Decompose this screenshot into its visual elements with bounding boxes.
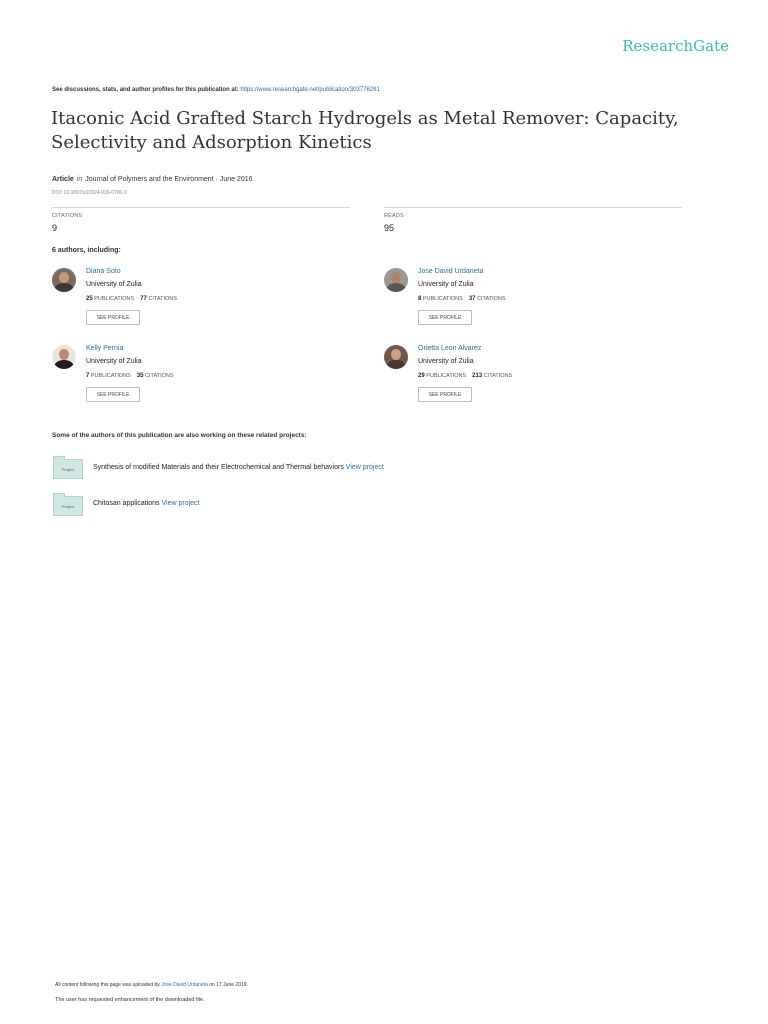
citations-label: CITATIONS bbox=[52, 213, 83, 219]
publications-label: PUBLICATIONS bbox=[90, 373, 131, 379]
citations-label: CITATIONS bbox=[145, 373, 174, 379]
enhancement-note: The user has requested enhancement of the downloaded file. bbox=[55, 997, 205, 1003]
author-institution: University of Zulia bbox=[418, 358, 474, 365]
publications-label: PUBLICATIONS bbox=[422, 296, 463, 302]
author-card bbox=[52, 345, 352, 415]
upload-suffix: on 17 June 2019. bbox=[209, 982, 248, 988]
article-meta bbox=[52, 176, 253, 183]
citations-count: 35 bbox=[136, 373, 144, 379]
avatar-shoulders bbox=[54, 360, 74, 369]
author-institution: University of Zulia bbox=[86, 281, 142, 288]
uploader-link[interactable]: Jose David Urdaneta bbox=[161, 982, 208, 988]
in-word: in bbox=[76, 176, 83, 183]
author-card bbox=[52, 268, 352, 338]
citations-divider bbox=[52, 207, 350, 208]
researchgate-logo[interactable]: ResearchGate bbox=[622, 37, 729, 55]
avatar-face bbox=[391, 272, 401, 283]
author-stats bbox=[418, 373, 512, 379]
avatar-shoulders bbox=[386, 360, 406, 369]
author-name[interactable]: Jose David Urdaneta bbox=[418, 268, 484, 275]
see-profile-button[interactable]: SEE PROFILE bbox=[418, 387, 472, 402]
citations-count: 213 bbox=[472, 373, 483, 379]
reads-value: 95 bbox=[384, 223, 395, 233]
project-folder-icon bbox=[53, 459, 83, 479]
project-item bbox=[93, 500, 200, 507]
author-institution: University of Zulia bbox=[86, 358, 142, 365]
author-stats bbox=[86, 296, 177, 302]
citations-value: 9 bbox=[52, 223, 58, 233]
publication-url-link[interactable]: https://www.researchgate.net/publication/303776281 bbox=[240, 87, 380, 93]
project-icon-label: Project bbox=[61, 504, 75, 509]
avatar[interactable] bbox=[52, 345, 76, 369]
discussion-line bbox=[52, 87, 380, 93]
project-item bbox=[93, 464, 384, 471]
view-project-link[interactable]: View project bbox=[345, 464, 384, 471]
publications-count: 29 bbox=[418, 373, 425, 379]
journal-date: Journal of Polymers and the Environment · June 2016 bbox=[85, 176, 253, 183]
avatar-face bbox=[59, 349, 69, 360]
publications-label: PUBLICATIONS bbox=[94, 296, 135, 302]
project-title: Chitosan applications bbox=[93, 500, 160, 507]
doi: DOI: 10.1007/s10924-016-0790-9 bbox=[52, 190, 127, 196]
see-profile-button[interactable]: SEE PROFILE bbox=[86, 310, 140, 325]
related-projects-heading: Some of the authors of this publication are also working on these related projects: bbox=[52, 432, 307, 439]
avatar-face bbox=[391, 349, 401, 360]
author-name[interactable]: Orietta Leon Alvarez bbox=[418, 345, 482, 352]
author-name[interactable]: Diana Soto bbox=[86, 268, 121, 275]
avatar[interactable] bbox=[384, 345, 408, 369]
avatar-shoulders bbox=[386, 283, 406, 292]
citations-count: 37 bbox=[468, 296, 476, 302]
see-profile-button[interactable]: SEE PROFILE bbox=[86, 387, 140, 402]
reads-divider bbox=[384, 207, 682, 208]
upload-note bbox=[55, 982, 248, 988]
article-type: Article bbox=[52, 176, 74, 183]
publication-title: Itaconic Acid Grafted Starch Hydrogels as Metal Remover: Capacity, Selectivity and Adsorption Kinetics bbox=[51, 108, 679, 153]
avatar[interactable] bbox=[384, 268, 408, 292]
author-stats bbox=[418, 296, 506, 302]
avatar-face bbox=[59, 272, 69, 283]
citations-count: 77 bbox=[140, 296, 147, 302]
citations-label: CITATIONS bbox=[477, 296, 506, 302]
author-institution: University of Zulia bbox=[418, 281, 474, 288]
author-name[interactable]: Kelly Pernia bbox=[86, 345, 124, 352]
authors-heading: 6 authors, including: bbox=[52, 247, 121, 254]
view-project-link[interactable]: View project bbox=[161, 500, 200, 507]
see-profile-button[interactable]: SEE PROFILE bbox=[418, 310, 472, 325]
avatar-shoulders bbox=[54, 283, 74, 292]
author-stats bbox=[86, 373, 174, 379]
publications-count: 25 bbox=[86, 296, 93, 302]
project-icon-label: Project bbox=[61, 467, 75, 472]
upload-prefix: All content following this page was uploaded by bbox=[55, 982, 160, 988]
citations-label: CITATIONS bbox=[148, 296, 177, 302]
reads-label: READS bbox=[384, 213, 404, 219]
author-card bbox=[384, 345, 684, 415]
avatar[interactable] bbox=[52, 268, 76, 292]
project-folder-icon bbox=[53, 496, 83, 516]
author-card bbox=[384, 268, 684, 338]
discussion-prefix: See discussions, stats, and author profiles for this publication at: bbox=[52, 87, 239, 93]
publications-count: 8 bbox=[418, 296, 422, 302]
publications-count: 7 bbox=[86, 373, 90, 379]
project-title: Synthesis of modified Materials and their Electrochemical and Thermal behaviors bbox=[93, 464, 344, 471]
citations-label: CITATIONS bbox=[483, 373, 513, 379]
publications-label: PUBLICATIONS bbox=[426, 373, 467, 379]
